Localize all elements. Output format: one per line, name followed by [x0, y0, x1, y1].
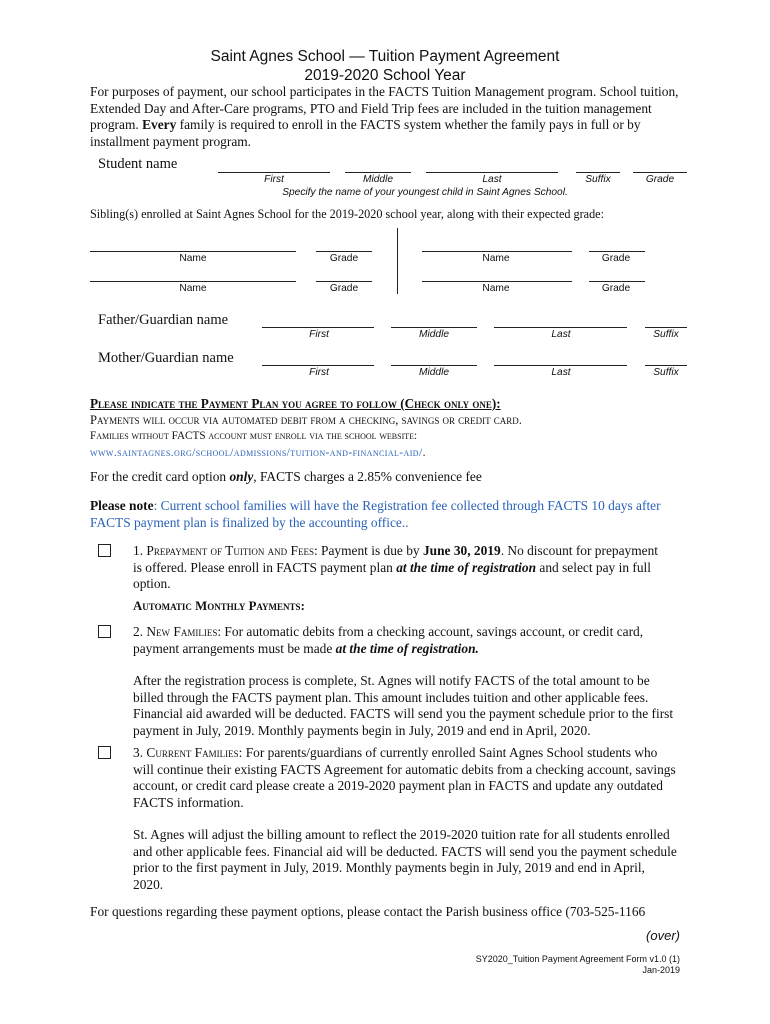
mother-suffix-field[interactable]	[645, 365, 687, 366]
sibling-4-grade-field[interactable]	[589, 281, 645, 282]
father-first-caption: First	[309, 329, 329, 340]
sibling-1-grade-field[interactable]	[316, 251, 372, 252]
mother-middle-caption: Middle	[418, 367, 449, 378]
option-1-text: 1. Prepayment of Tuition and Fees: Payment is due by June 30, 2019. No discount for prepayment is offered. Please enroll in FACTS payment plan at the time of registration and select pay in full option.	[133, 543, 659, 592]
father-last-caption: Last	[551, 329, 571, 340]
student-last-caption: Last	[482, 174, 502, 185]
sibling-3-name-caption: Name	[179, 283, 207, 294]
sibling-1-grade-caption: Grade	[329, 253, 359, 264]
father-middle-field[interactable]	[391, 327, 477, 328]
student-last-field[interactable]	[426, 172, 558, 173]
payment-plan-heading: Please indicate the Payment Plan you agree to follow (Check only one):	[90, 396, 501, 411]
option-3-text: 3. Current Families: For parents/guardians of currently enrolled Saint Agnes School students who will continue their existing FACTS Agreement for automatic debits from a checking account, savings account, or credit card please create a 2019-2020 payment plan in FACTS and update any outdated FACTS information.	[133, 745, 676, 810]
student-middle-field[interactable]	[345, 172, 411, 173]
father-guardian-label: Father/Guardian name	[98, 312, 229, 328]
sibling-4-grade-caption: Grade	[601, 283, 631, 294]
registration-fee-note: Please note: Current school families will have the Registration fee collected through FACTS 10 days after FACTS payment plan is finalized by the accounting office..	[90, 498, 661, 530]
mother-guardian-label: Mother/Guardian name	[98, 350, 234, 366]
sibling-1-name-caption: Name	[179, 253, 207, 264]
youngest-child-note: Specify the name of your youngest child in Saint Agnes School.	[282, 187, 568, 198]
sibling-2-name-caption: Name	[482, 253, 510, 264]
mother-first-field[interactable]	[262, 365, 374, 366]
option-3-checkbox[interactable]	[98, 746, 111, 759]
credit-card-fee-note: For the credit card option only, FACTS charges a 2.85% convenience fee	[90, 469, 482, 484]
sibling-4-name-caption: Name	[482, 283, 510, 294]
student-first-caption: First	[264, 174, 284, 185]
student-grade-caption: Grade	[645, 174, 675, 185]
siblings-intro: Sibling(s) enrolled at Saint Agnes School for the 2019-2020 school year, along with their expected grade:	[90, 207, 604, 221]
sibling-1-name-field[interactable]	[90, 251, 296, 252]
mother-first-caption: First	[309, 367, 329, 378]
mother-middle-field[interactable]	[391, 365, 477, 366]
form-date: Jan-2019	[642, 965, 680, 975]
father-first-field[interactable]	[262, 327, 374, 328]
option-3-details: St. Agnes will adjust the billing amount to reflect the 2019-2020 tuition rate for all students enrolled and other applicable fees. Financial aid will be deducted. FACTS will send you the payment schedule prior to the first payment in July, 2019. Monthly payments begin in July, 2019 and end in April, 2020.	[133, 827, 677, 892]
student-suffix-field[interactable]	[576, 172, 620, 173]
over-note: (over)	[646, 928, 680, 943]
mother-suffix-caption: Suffix	[653, 367, 679, 378]
page-subtitle: 2019-2020 School Year	[304, 67, 466, 84]
sibling-divider	[397, 228, 398, 294]
automatic-monthly-heading: Automatic Monthly Payments:	[133, 599, 305, 613]
student-first-field[interactable]	[218, 172, 330, 173]
website-line: www.saintagnes.org/school/admissions/tuition-and-financial-aid/.	[90, 446, 426, 459]
option-1-checkbox[interactable]	[98, 544, 111, 557]
mother-last-caption: Last	[551, 367, 571, 378]
sibling-2-grade-caption: Grade	[601, 253, 631, 264]
sibling-3-grade-caption: Grade	[329, 283, 359, 294]
sibling-3-grade-field[interactable]	[316, 281, 372, 282]
sibling-3-name-field[interactable]	[90, 281, 296, 282]
contact-note: For questions regarding these payment options, please contact the Parish business office (703-525-1166	[90, 904, 646, 919]
student-suffix-caption: Suffix	[585, 174, 611, 185]
father-suffix-caption: Suffix	[653, 329, 679, 340]
intro-paragraph: For purposes of payment, our school participates in the FACTS Tuition Management program. School tuition, Extended Day and After-Care programs, PTO and Field Trip fees are included in the tuition management program. Every family is required to enroll in the FACTS system whether the family pays in full or by installment payment program.	[90, 84, 679, 149]
student-middle-caption: Middle	[362, 174, 393, 185]
student-name-label: Student name	[98, 156, 178, 172]
option-2-text: 2. New Families: For automatic debits from a checking account, savings account, or credit card, payment arrangements must be made at the time of registration.	[133, 624, 644, 656]
father-suffix-field[interactable]	[645, 327, 687, 328]
option-2-checkbox[interactable]	[98, 625, 111, 638]
sibling-2-grade-field[interactable]	[589, 251, 645, 252]
father-last-field[interactable]	[494, 327, 627, 328]
sibling-2-name-field[interactable]	[422, 251, 572, 252]
payment-plan-line-1: Payments will occur via automated debit from a checking, savings or credit card.	[90, 413, 522, 427]
form-id: SY2020_Tuition Payment Agreement Form v1.0 (1)	[475, 954, 680, 964]
option-2-details: After the registration process is complete, St. Agnes will notify FACTS of the total amount to be billed through the FACTS payment plan. This amount includes tuition and other applicable fees. Financial aid awarded will be deducted. FACTS will send you the payment schedule prior to the first payment in July, 2019. Monthly payments begin in July, 2019 and end in April, 2020.	[133, 673, 674, 738]
sibling-4-name-field[interactable]	[422, 281, 572, 282]
student-grade-field[interactable]	[633, 172, 687, 173]
page-title: Saint Agnes School — Tuition Payment Agreement	[210, 48, 560, 65]
father-middle-caption: Middle	[418, 329, 449, 340]
school-website-link[interactable]: www.saintagnes.org/school/admissions/tuition-and-financial-aid/	[90, 446, 423, 459]
payment-plan-line-2: Families without FACTS account must enroll via the school website:	[90, 430, 418, 442]
mother-last-field[interactable]	[494, 365, 627, 366]
